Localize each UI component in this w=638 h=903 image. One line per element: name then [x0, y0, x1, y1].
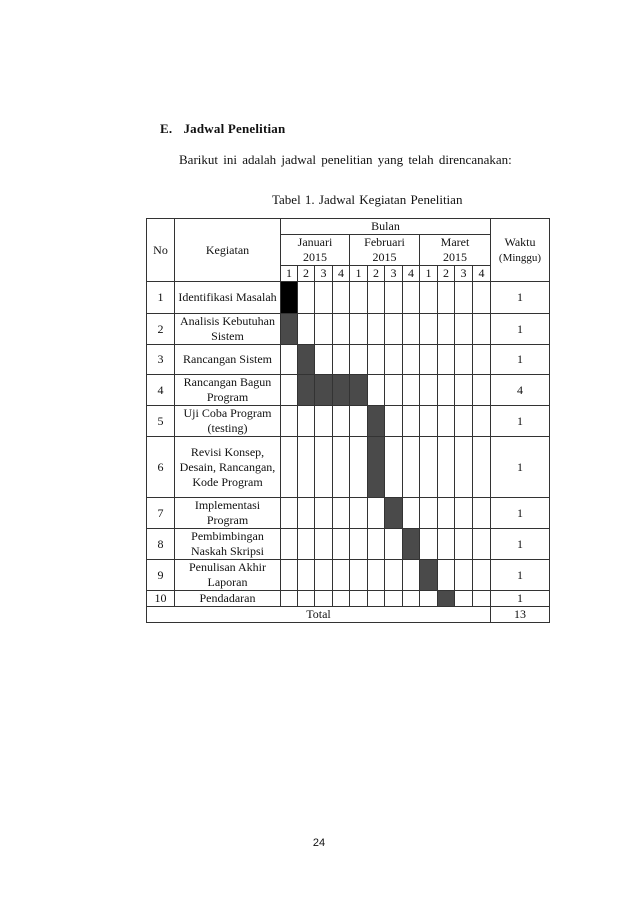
total-label: Total — [147, 607, 491, 623]
schedule-bar — [281, 282, 298, 314]
week-header: 3 — [315, 266, 333, 282]
schedule-cell — [333, 591, 350, 607]
schedule-cell — [315, 591, 333, 607]
schedule-cell — [420, 529, 438, 560]
row-activity: Penulisan Akhir Laporan — [175, 560, 281, 591]
schedule-cell — [438, 437, 455, 498]
month-header — [420, 235, 491, 266]
schedule-cell — [368, 345, 385, 375]
schedule-cell — [438, 345, 455, 375]
row-activity: Revisi Konsep, Desain, Rancangan, Kode Program — [175, 437, 281, 498]
week-header: 4 — [333, 266, 350, 282]
schedule-cell — [403, 498, 420, 529]
month-year: 2015 — [303, 250, 327, 264]
section-heading — [160, 121, 285, 137]
total-value: 13 — [491, 607, 550, 623]
schedule-cell — [403, 314, 420, 345]
schedule-cell — [385, 314, 403, 345]
schedule-cell — [315, 437, 333, 498]
schedule-cell — [315, 498, 333, 529]
schedule-cell — [281, 345, 298, 375]
schedule-cell — [385, 375, 403, 406]
schedule-cell — [385, 591, 403, 607]
row-activity: Uji Coba Program (testing) — [175, 406, 281, 437]
schedule-cell — [420, 282, 438, 314]
schedule-cell — [368, 529, 385, 560]
schedule-cell — [333, 314, 350, 345]
row-number: 6 — [147, 437, 175, 498]
schedule-table — [146, 218, 550, 623]
schedule-bar — [281, 314, 298, 345]
schedule-cell — [473, 437, 491, 498]
row-duration: 1 — [491, 560, 550, 591]
schedule-cell — [438, 498, 455, 529]
week-header: 1 — [281, 266, 298, 282]
schedule-cell — [281, 406, 298, 437]
schedule-cell — [473, 560, 491, 591]
schedule-cell — [385, 529, 403, 560]
schedule-cell — [333, 498, 350, 529]
schedule-cell — [315, 345, 333, 375]
schedule-cell — [455, 282, 473, 314]
schedule-cell — [473, 282, 491, 314]
schedule-cell — [350, 560, 368, 591]
header-no: No — [147, 219, 175, 282]
section-number: E. — [160, 121, 173, 136]
schedule-cell — [315, 406, 333, 437]
header-month-group: Bulan — [281, 219, 491, 235]
schedule-cell — [385, 282, 403, 314]
row-number: 7 — [147, 498, 175, 529]
schedule-cell — [368, 560, 385, 591]
row-activity: Implementasi Program — [175, 498, 281, 529]
month-year: 2015 — [372, 250, 397, 264]
schedule-cell — [385, 345, 403, 375]
schedule-cell — [455, 498, 473, 529]
schedule-cell — [333, 560, 350, 591]
schedule-cell — [438, 529, 455, 560]
schedule-cell — [455, 375, 473, 406]
schedule-bar — [420, 560, 438, 591]
row-duration: 1 — [491, 282, 550, 314]
month-year: 2015 — [443, 250, 467, 264]
month-header — [281, 235, 350, 266]
schedule-cell — [298, 437, 315, 498]
schedule-cell — [403, 591, 420, 607]
schedule-cell — [333, 282, 350, 314]
row-duration: 1 — [491, 529, 550, 560]
schedule-cell — [403, 282, 420, 314]
month-header — [350, 235, 420, 266]
week-header: 4 — [403, 266, 420, 282]
schedule-cell — [350, 529, 368, 560]
schedule-bar — [368, 406, 385, 437]
row-number: 2 — [147, 314, 175, 345]
schedule-cell — [298, 591, 315, 607]
row-activity: Rancangan Bagun Program — [175, 375, 281, 406]
schedule-cell — [368, 282, 385, 314]
month-name: Februari — [364, 235, 405, 249]
schedule-bar — [298, 375, 315, 406]
schedule-bar — [333, 375, 350, 406]
schedule-cell — [455, 345, 473, 375]
schedule-cell — [315, 314, 333, 345]
header-duration — [491, 219, 550, 282]
week-header: 4 — [473, 266, 491, 282]
section-title: Jadwal Penelitian — [183, 121, 286, 136]
schedule-cell — [281, 591, 298, 607]
schedule-cell — [281, 437, 298, 498]
schedule-cell — [350, 282, 368, 314]
schedule-bar — [403, 529, 420, 560]
schedule-cell — [385, 406, 403, 437]
schedule-cell — [403, 375, 420, 406]
schedule-cell — [420, 591, 438, 607]
row-activity: Pembimbingan Naskah Skripsi — [175, 529, 281, 560]
schedule-cell — [420, 406, 438, 437]
row-activity: Pendadaran — [175, 591, 281, 607]
schedule-cell — [315, 560, 333, 591]
schedule-cell — [350, 437, 368, 498]
table-row — [147, 282, 550, 314]
row-duration: 1 — [491, 498, 550, 529]
schedule-cell — [438, 282, 455, 314]
row-duration: 1 — [491, 406, 550, 437]
table-row — [147, 529, 550, 560]
row-number: 10 — [147, 591, 175, 607]
intro-paragraph: Barikut ini adalah jadwal penelitian yang telah direncanakan: — [179, 152, 512, 167]
table-row — [147, 345, 550, 375]
schedule-cell — [385, 437, 403, 498]
schedule-cell — [403, 406, 420, 437]
schedule-cell — [350, 314, 368, 345]
schedule-cell — [403, 437, 420, 498]
table-row — [147, 314, 550, 345]
schedule-cell — [438, 560, 455, 591]
week-header: 3 — [385, 266, 403, 282]
schedule-cell — [455, 529, 473, 560]
month-name: Januari — [297, 235, 333, 249]
schedule-cell — [438, 406, 455, 437]
schedule-cell — [473, 375, 491, 406]
schedule-cell — [403, 345, 420, 375]
schedule-cell — [385, 560, 403, 591]
row-duration: 1 — [491, 314, 550, 345]
schedule-cell — [473, 345, 491, 375]
schedule-cell — [281, 560, 298, 591]
table-row — [147, 437, 550, 498]
page-number: 24 — [312, 837, 326, 849]
schedule-bar — [368, 437, 385, 498]
week-header: 2 — [368, 266, 385, 282]
table-row — [147, 591, 550, 607]
schedule-cell — [420, 498, 438, 529]
schedule-cell — [438, 375, 455, 406]
week-header: 1 — [350, 266, 368, 282]
schedule-cell — [333, 437, 350, 498]
schedule-cell — [420, 345, 438, 375]
row-number: 8 — [147, 529, 175, 560]
header-activity: Kegiatan — [175, 219, 281, 282]
row-activity: Identifikasi Masalah — [175, 282, 281, 314]
schedule-cell — [281, 375, 298, 406]
table-caption: Tabel 1. Jadwal Kegiatan Penelitian — [272, 192, 463, 207]
schedule-cell — [368, 314, 385, 345]
schedule-cell — [420, 314, 438, 345]
schedule-cell — [298, 529, 315, 560]
schedule-cell — [455, 437, 473, 498]
schedule-cell — [350, 406, 368, 437]
month-name: Maret — [440, 235, 470, 249]
table-row — [147, 375, 550, 406]
row-number: 3 — [147, 345, 175, 375]
schedule-cell — [473, 591, 491, 607]
schedule-cell — [420, 437, 438, 498]
schedule-cell — [368, 375, 385, 406]
row-duration: 1 — [491, 345, 550, 375]
schedule-bar — [438, 591, 455, 607]
schedule-cell — [403, 560, 420, 591]
schedule-cell — [281, 529, 298, 560]
schedule-cell — [333, 529, 350, 560]
schedule-cell — [333, 345, 350, 375]
schedule-cell — [368, 591, 385, 607]
table-row — [147, 560, 550, 591]
schedule-cell — [455, 406, 473, 437]
row-duration: 1 — [491, 591, 550, 607]
row-number: 4 — [147, 375, 175, 406]
schedule-cell — [455, 591, 473, 607]
schedule-cell — [455, 560, 473, 591]
header-duration-label: Waktu — [504, 234, 536, 249]
schedule-cell — [350, 591, 368, 607]
schedule-bar — [385, 498, 403, 529]
schedule-cell — [473, 314, 491, 345]
total-row — [147, 607, 550, 623]
schedule-cell — [298, 282, 315, 314]
schedule-cell — [350, 498, 368, 529]
week-header: 3 — [455, 266, 473, 282]
schedule-cell — [333, 406, 350, 437]
schedule-cell — [455, 314, 473, 345]
schedule-cell — [298, 560, 315, 591]
schedule-cell — [438, 314, 455, 345]
schedule-cell — [298, 406, 315, 437]
schedule-cell — [350, 345, 368, 375]
schedule-cell — [420, 375, 438, 406]
schedule-cell — [315, 529, 333, 560]
row-activity: Rancangan Sistem — [175, 345, 281, 375]
row-number: 9 — [147, 560, 175, 591]
schedule-cell — [473, 498, 491, 529]
row-number: 1 — [147, 282, 175, 314]
row-duration: 1 — [491, 437, 550, 498]
header-duration-unit: (Minggu) — [498, 251, 542, 264]
week-header: 2 — [298, 266, 315, 282]
schedule-bar — [315, 375, 333, 406]
schedule-cell — [315, 282, 333, 314]
week-header: 1 — [420, 266, 438, 282]
schedule-cell — [368, 498, 385, 529]
week-header: 2 — [438, 266, 455, 282]
schedule-cell — [298, 314, 315, 345]
schedule-bar — [350, 375, 368, 406]
table-row — [147, 498, 550, 529]
schedule-cell — [473, 529, 491, 560]
schedule-cell — [281, 498, 298, 529]
row-activity: Analisis Kebutuhan Sistem — [175, 314, 281, 345]
row-number: 5 — [147, 406, 175, 437]
table-row — [147, 406, 550, 437]
row-duration: 4 — [491, 375, 550, 406]
schedule-cell — [298, 498, 315, 529]
schedule-cell — [473, 406, 491, 437]
schedule-bar — [298, 345, 315, 375]
